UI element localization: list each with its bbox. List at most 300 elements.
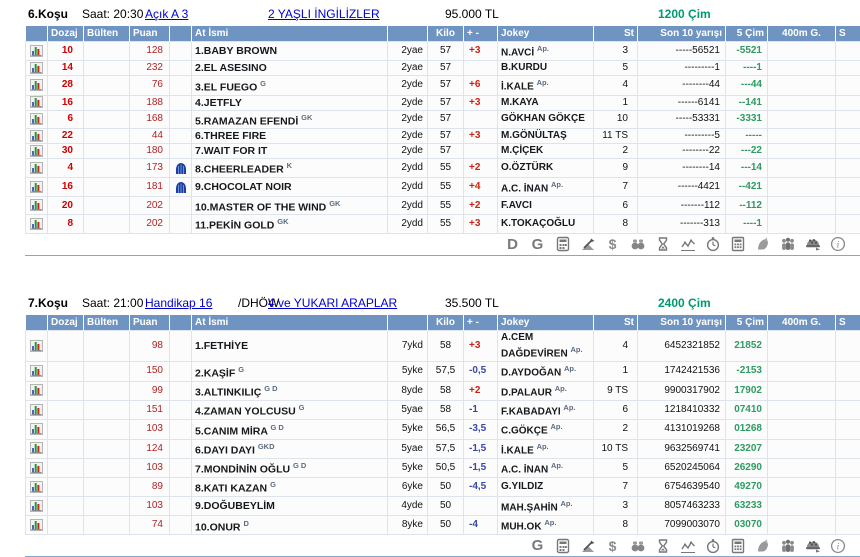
- horse-name: 1.BABY BROWN: [192, 42, 388, 61]
- horse-age: 5yke: [388, 420, 428, 439]
- blinkers-slot: [170, 516, 192, 535]
- toolbar-hourglass-icon[interactable]: [654, 537, 671, 554]
- g400-value: [768, 400, 836, 419]
- s-value: [836, 110, 860, 129]
- blinkers-slot: [170, 478, 192, 497]
- kilo-value: 57: [428, 42, 464, 61]
- turf5-form: 01268: [726, 420, 768, 439]
- last10-form: 1218410332: [638, 400, 726, 419]
- horse-age: 5yae: [388, 400, 428, 419]
- start-position: 3: [594, 496, 638, 515]
- race-section-6: [25, 7, 860, 256]
- weight-change: [464, 61, 498, 76]
- column-header-bülten: Bülten: [84, 26, 130, 42]
- jockey-name: M.ÇİÇEK: [498, 144, 594, 159]
- bulten-value: [84, 478, 130, 497]
- svg-text:i: i: [836, 241, 839, 251]
- toolbar-jockey-cap-icon[interactable]: [804, 236, 821, 253]
- race-distance: 1200 Çim: [658, 7, 711, 21]
- column-header-blank: [26, 26, 48, 42]
- bulten-value: [84, 144, 130, 159]
- s-value: [836, 42, 860, 61]
- dozaj-value: [48, 400, 84, 419]
- start-position: 6: [594, 196, 638, 215]
- dozaj-value: 16: [48, 95, 84, 110]
- weight-change: -0,5: [464, 362, 498, 381]
- form-chart-icon[interactable]: [26, 400, 48, 419]
- dozaj-value: 16: [48, 177, 84, 196]
- turf5-form: --141: [726, 95, 768, 110]
- s-value: [836, 420, 860, 439]
- toolbar-info-icon[interactable]: [829, 236, 846, 253]
- dozaj-value: 20: [48, 196, 84, 215]
- g400-value: [768, 381, 836, 400]
- jockey-name: M.KAYA: [498, 95, 594, 110]
- horse-age: 2yae: [388, 42, 428, 61]
- bulten-value: [84, 420, 130, 439]
- weight-change: [464, 144, 498, 159]
- weight-change: -1: [464, 400, 498, 419]
- column-header-jokey: Jokey: [498, 315, 594, 331]
- bulten-value: [84, 110, 130, 129]
- blinkers-slot: [170, 439, 192, 458]
- form-chart-icon[interactable]: [26, 177, 48, 196]
- kilo-value: 56,5: [428, 420, 464, 439]
- horse-row: [26, 478, 860, 497]
- last10-form: ---------5: [638, 129, 726, 144]
- jockey-name: N.AVCİ $^{Ap.}$: [498, 42, 594, 61]
- horse-name: 4.ZAMAN YOLCUSU $^G$: [192, 400, 388, 419]
- bulten-value: [84, 159, 130, 178]
- horse-row: [26, 496, 860, 515]
- horse-age: 5yke: [388, 362, 428, 381]
- blinkers-icon: [170, 159, 192, 178]
- form-chart-icon[interactable]: [26, 381, 48, 400]
- form-chart-icon[interactable]: [26, 458, 48, 477]
- toolbar-calc-hourglass-icon[interactable]: [554, 537, 571, 554]
- bulten-value: [84, 496, 130, 515]
- race-time: Saat: 21:00: [82, 296, 143, 310]
- weight-change: -1,5: [464, 458, 498, 477]
- column-header-st: St: [594, 315, 638, 331]
- kilo-value: 50: [428, 496, 464, 515]
- race-section-7: [25, 296, 860, 557]
- last10-form: --------44: [638, 76, 726, 95]
- form-chart-icon[interactable]: [26, 496, 48, 515]
- bulten-value: [84, 516, 130, 535]
- start-position: 9: [594, 159, 638, 178]
- turf5-form: -----: [726, 129, 768, 144]
- dozaj-value: 10: [48, 42, 84, 61]
- toolbar-horse-icon[interactable]: [754, 537, 771, 554]
- horse-row: [26, 458, 860, 477]
- weight-change: +2: [464, 381, 498, 400]
- turf5-form: 23207: [726, 439, 768, 458]
- horse-name: 5.CANIM MİRA $^{G D}$: [192, 420, 388, 439]
- horse-age: 7ykd: [388, 330, 428, 361]
- weight-change: +3: [464, 129, 498, 144]
- bulten-value: [84, 129, 130, 144]
- start-position: 8: [594, 516, 638, 535]
- g400-value: [768, 144, 836, 159]
- column-header-kilo: Kilo: [428, 26, 464, 42]
- weight-change: -1,5: [464, 439, 498, 458]
- dozaj-value: 30: [48, 144, 84, 159]
- horse-age: 2yde: [388, 76, 428, 95]
- last10-form: 8057463233: [638, 496, 726, 515]
- bulten-value: [84, 362, 130, 381]
- toolbar-stopwatch-icon[interactable]: [704, 537, 721, 554]
- horse-age: 2yde: [388, 95, 428, 110]
- form-chart-icon[interactable]: [26, 76, 48, 95]
- form-chart-icon[interactable]: [26, 159, 48, 178]
- g400-value: [768, 177, 836, 196]
- turf5-form: 07410: [726, 400, 768, 419]
- form-chart-icon[interactable]: [26, 196, 48, 215]
- column-header-son-10-yarışı: Son 10 yarışı: [638, 315, 726, 331]
- horse-age: 2ydd: [388, 196, 428, 215]
- horse-name: 3.EL FUEGO $^G$: [192, 76, 388, 95]
- horse-name: 2.EL ASESINO: [192, 61, 388, 76]
- dozaj-value: [48, 516, 84, 535]
- horse-age: 6yke: [388, 478, 428, 497]
- column-header-kilo: Kilo: [428, 315, 464, 331]
- blinkers-slot: [170, 400, 192, 419]
- horse-row: [26, 76, 860, 95]
- kilo-value: 58: [428, 381, 464, 400]
- column-header-s: S: [836, 26, 860, 42]
- blinkers-slot: [170, 215, 192, 234]
- column-header-bülten: Bülten: [84, 315, 130, 331]
- toolbar-info-icon[interactable]: [829, 537, 846, 554]
- s-value: [836, 478, 860, 497]
- s-value: [836, 439, 860, 458]
- kilo-value: 57,5: [428, 362, 464, 381]
- dozaj-value: 22: [48, 129, 84, 144]
- blinkers-slot: [170, 330, 192, 361]
- s-value: [836, 159, 860, 178]
- toolbar-stopwatch-icon[interactable]: [704, 236, 721, 253]
- g400-value: [768, 439, 836, 458]
- horse-name: 8.KATI KAZAN $^G$: [192, 478, 388, 497]
- last10-form: --------14: [638, 159, 726, 178]
- last10-form: --------22: [638, 144, 726, 159]
- blinkers-slot: [170, 110, 192, 129]
- puan-value: 151: [130, 400, 170, 419]
- toolbar-g-letter-icon[interactable]: G: [529, 537, 546, 554]
- jockey-name: G.YILDIZ: [498, 478, 594, 497]
- horse-name: 10.MASTER OF THE WIND $^{GK}$: [192, 196, 388, 215]
- toolbar-hourglass-icon[interactable]: [654, 236, 671, 253]
- g400-value: [768, 362, 836, 381]
- weight-change: [464, 496, 498, 515]
- horse-age: 2yde: [388, 144, 428, 159]
- bulten-value: [84, 458, 130, 477]
- form-chart-icon[interactable]: [26, 330, 48, 361]
- kilo-value: 57: [428, 76, 464, 95]
- race-class-link[interactable]: 4 ve YUKARI ARAPLAR: [268, 296, 397, 310]
- weight-change: +6: [464, 76, 498, 95]
- race-header: [25, 7, 860, 26]
- race-condition-link[interactable]: Handikap 16: [145, 296, 212, 310]
- toolbar-people-group-icon[interactable]: [779, 236, 796, 253]
- jockey-name: GÖKHAN GÖKÇE: [498, 110, 594, 129]
- turf5-form: -3331: [726, 110, 768, 129]
- jockey-name: M.GÖNÜLTAŞ: [498, 129, 594, 144]
- start-position: 7: [594, 478, 638, 497]
- form-chart-icon[interactable]: [26, 61, 48, 76]
- dozaj-value: [48, 330, 84, 361]
- toolbar-jockey-cap-icon[interactable]: [804, 537, 821, 554]
- bulten-value: [84, 215, 130, 234]
- bulten-value: [84, 196, 130, 215]
- start-position: 6: [594, 400, 638, 419]
- race-title: 6.Koşu: [28, 7, 68, 21]
- weight-change: +2: [464, 159, 498, 178]
- toolbar-dollar-icon[interactable]: $: [604, 537, 621, 554]
- puan-value: 76: [130, 76, 170, 95]
- table-header-row: [26, 26, 860, 42]
- puan-value: 98: [130, 330, 170, 361]
- horse-name: 3.ALTINKILIÇ $^{G D}$: [192, 381, 388, 400]
- g400-value: [768, 420, 836, 439]
- blinkers-slot: [170, 496, 192, 515]
- dozaj-value: 28: [48, 76, 84, 95]
- horse-row: [26, 110, 860, 129]
- toolbar-calc-hourglass-icon[interactable]: [554, 236, 571, 253]
- jockey-name: A.C. İNAN $^{Ap.}$: [498, 458, 594, 477]
- form-chart-icon[interactable]: [26, 42, 48, 61]
- horse-name: 6.THREE FIRE: [192, 129, 388, 144]
- horse-age: 8yke: [388, 516, 428, 535]
- svg-text:i: i: [836, 543, 839, 553]
- turf5-form: 21852: [726, 330, 768, 361]
- column-header-5-çim: 5 Çim: [726, 315, 768, 331]
- race-condition-suffix: /DHÖW: [238, 296, 279, 310]
- g400-value: [768, 110, 836, 129]
- kilo-value: 55: [428, 196, 464, 215]
- toolbar-dollar-icon[interactable]: $: [604, 236, 621, 253]
- puan-value: 103: [130, 458, 170, 477]
- form-chart-icon[interactable]: [26, 478, 48, 497]
- dozaj-value: 4: [48, 159, 84, 178]
- puan-value: 180: [130, 144, 170, 159]
- form-chart-icon[interactable]: [26, 516, 48, 535]
- bulten-value: [84, 76, 130, 95]
- form-chart-icon[interactable]: [26, 215, 48, 234]
- start-position: 2: [594, 420, 638, 439]
- s-value: [836, 95, 860, 110]
- horse-age: 2yde: [388, 110, 428, 129]
- toolbar-people-group-icon[interactable]: [779, 537, 796, 554]
- horse-name: 6.DAYI DAYI $^{GKD}$: [192, 439, 388, 458]
- toolbar-binoculars-icon[interactable]: [629, 236, 646, 253]
- g400-value: [768, 458, 836, 477]
- horse-row: [26, 420, 860, 439]
- jockey-name: F.KABADAYI $^{Ap.}$: [498, 400, 594, 419]
- dozaj-value: [48, 478, 84, 497]
- form-chart-icon[interactable]: [26, 439, 48, 458]
- g400-value: [768, 95, 836, 110]
- column-header-dozaj: Dozaj: [48, 26, 84, 42]
- kilo-value: 50,5: [428, 458, 464, 477]
- s-value: [836, 144, 860, 159]
- horse-age: 4yde: [388, 496, 428, 515]
- toolbar-calculator-icon[interactable]: [729, 537, 746, 554]
- horse-row: [26, 42, 860, 61]
- g400-value: [768, 76, 836, 95]
- last10-form: -----53331: [638, 110, 726, 129]
- toolbar-d-letter-icon[interactable]: D: [504, 236, 521, 253]
- jockey-name: D.PALAUR $^{Ap.}$: [498, 381, 594, 400]
- horse-row: [26, 95, 860, 110]
- jockey-name: O.ÖZTÜRK: [498, 159, 594, 178]
- g400-value: [768, 478, 836, 497]
- start-position: 1: [594, 362, 638, 381]
- toolbar-horse-icon[interactable]: [754, 236, 771, 253]
- turf5-form: ---44: [726, 76, 768, 95]
- s-value: [836, 330, 860, 361]
- blinkers-slot: [170, 362, 192, 381]
- horse-age: 8yde: [388, 381, 428, 400]
- kilo-value: 55: [428, 177, 464, 196]
- jockey-name: C.GÖKÇE $^{Ap.}$: [498, 420, 594, 439]
- turf5-form: ----1: [726, 61, 768, 76]
- form-chart-icon[interactable]: [26, 129, 48, 144]
- jockey-name: K.TOKAÇOĞLU: [498, 215, 594, 234]
- turf5-form: ---22: [726, 144, 768, 159]
- blinkers-slot: [170, 129, 192, 144]
- race-condition-link[interactable]: Açık A 3: [145, 7, 188, 21]
- dozaj-value: [48, 439, 84, 458]
- puan-value: 232: [130, 61, 170, 76]
- column-header-s: S: [836, 315, 860, 331]
- horse-name: 9.CHOCOLAT NOIR: [192, 177, 388, 196]
- g400-value: [768, 196, 836, 215]
- toolbar: [25, 234, 860, 255]
- column-header-son-10-yarışı: Son 10 yarışı: [638, 26, 726, 42]
- g400-value: [768, 496, 836, 515]
- start-position: 3: [594, 42, 638, 61]
- kilo-value: 58: [428, 400, 464, 419]
- dozaj-value: 6: [48, 110, 84, 129]
- column-header-at-i-smi: At İsmi: [192, 315, 388, 331]
- runners-table: [25, 315, 860, 535]
- g400-value: [768, 215, 836, 234]
- horse-name: 11.PEKİN GOLD $^{GK}$: [192, 215, 388, 234]
- jockey-name: D.AYDOĞAN $^{Ap.}$: [498, 362, 594, 381]
- kilo-value: 57: [428, 110, 464, 129]
- last10-form: 4131019268: [638, 420, 726, 439]
- column-header-5-çim: 5 Çim: [726, 26, 768, 42]
- puan-value: 128: [130, 42, 170, 61]
- kilo-value: 57: [428, 144, 464, 159]
- start-position: 11 TS: [594, 129, 638, 144]
- puan-value: 124: [130, 439, 170, 458]
- bulten-value: [84, 95, 130, 110]
- horse-row: [26, 129, 860, 144]
- horse-name: 7.WAIT FOR IT: [192, 144, 388, 159]
- toolbar-calculator-icon[interactable]: [729, 236, 746, 253]
- horse-name: 8.CHEERLEADER $^K$: [192, 159, 388, 178]
- column-header-blank: [170, 26, 192, 42]
- kilo-value: 50: [428, 516, 464, 535]
- puan-value: 181: [130, 177, 170, 196]
- bulten-value: [84, 61, 130, 76]
- race-distance: 2400 Çim: [658, 296, 711, 310]
- kilo-value: 55: [428, 159, 464, 178]
- form-chart-icon[interactable]: [26, 144, 48, 159]
- bulten-value: [84, 42, 130, 61]
- blinkers-slot: [170, 196, 192, 215]
- blinkers-slot: [170, 144, 192, 159]
- start-position: 2: [594, 144, 638, 159]
- last10-form: -----56521: [638, 42, 726, 61]
- horse-age: 2ydd: [388, 215, 428, 234]
- s-value: [836, 400, 860, 419]
- kilo-value: 57: [428, 61, 464, 76]
- horse-row: [26, 196, 860, 215]
- kilo-value: 57: [428, 129, 464, 144]
- horse-row: [26, 177, 860, 196]
- race-title: 7.Koşu: [28, 296, 68, 310]
- column-header--: + -: [464, 315, 498, 331]
- turf5-form: --112: [726, 196, 768, 215]
- bulten-value: [84, 381, 130, 400]
- start-position: 8: [594, 215, 638, 234]
- horse-name: 7.MONDİNİN OĞLU $^{G D}$: [192, 458, 388, 477]
- toolbar-line-chart-icon[interactable]: [679, 236, 696, 253]
- turf5-form: --421: [726, 177, 768, 196]
- start-position: 9 TS: [594, 381, 638, 400]
- s-value: [836, 129, 860, 144]
- turf5-form: 17902: [726, 381, 768, 400]
- puan-value: 44: [130, 129, 170, 144]
- horse-row: [26, 61, 860, 76]
- turf5-form: -2153: [726, 362, 768, 381]
- horse-row: [26, 215, 860, 234]
- turf5-form: 63233: [726, 496, 768, 515]
- g400-value: [768, 42, 836, 61]
- kilo-value: 58: [428, 330, 464, 361]
- g400-value: [768, 516, 836, 535]
- jockey-name: A.CEM DAĞDEVİREN $^{Ap.}$: [498, 330, 594, 361]
- puan-value: 103: [130, 420, 170, 439]
- toolbar-line-chart-icon[interactable]: [679, 537, 696, 554]
- form-chart-icon[interactable]: [26, 95, 48, 110]
- s-value: [836, 496, 860, 515]
- last10-form: 9900317902: [638, 381, 726, 400]
- column-header-st: St: [594, 26, 638, 42]
- jockey-name: MAH.ŞAHİN $^{Ap.}$: [498, 496, 594, 515]
- toolbar-g-letter-icon[interactable]: G: [529, 236, 546, 253]
- weight-change: +4: [464, 177, 498, 196]
- toolbar-trend-chart-icon[interactable]: [579, 236, 596, 253]
- toolbar-binoculars-icon[interactable]: [629, 537, 646, 554]
- race-class-link[interactable]: 2 YAŞLI İNGİLİZLER: [268, 7, 380, 21]
- horse-row: [26, 159, 860, 178]
- weight-change: -4,5: [464, 478, 498, 497]
- puan-value: 202: [130, 215, 170, 234]
- dozaj-value: [48, 458, 84, 477]
- kilo-value: 55: [428, 215, 464, 234]
- form-chart-icon[interactable]: [26, 110, 48, 129]
- s-value: [836, 76, 860, 95]
- form-chart-icon[interactable]: [26, 362, 48, 381]
- puan-value: 103: [130, 496, 170, 515]
- toolbar-trend-chart-icon[interactable]: [579, 537, 596, 554]
- form-chart-icon[interactable]: [26, 420, 48, 439]
